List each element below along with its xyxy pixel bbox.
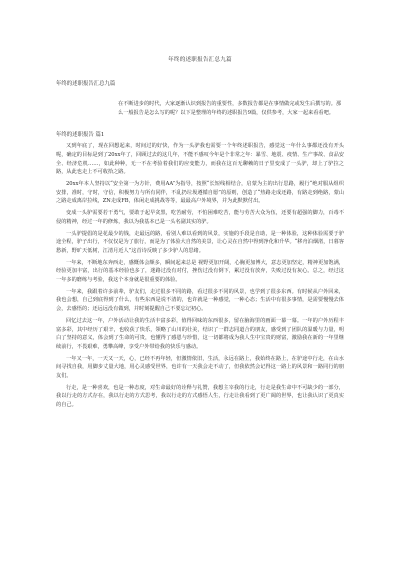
document-subtitle: 年终的述职报告汇总九篇: [56, 81, 116, 87]
body-paragraph: 变成一头驴需要若干勇气，要敢于起早贪黑，吃苦耐劳，不怕困难吃苦，能与劳苦大众为伍，还要有超强的脚力，百毒不侵的精神，经过一年的修炼，我以为我基本已是一头名副其实的驴。: [56, 210, 344, 225]
section-heading: 年终的述职报告 篇1: [56, 132, 105, 139]
body-paragraph: 一头驴提倡的是花最少的钱，走最远的路，看别人难以看到的风景，实施的手段是自助，是一种体验，这种体验需要于驴途全程，驴子出行，不仅仅是为了旅行，而是为了体验大自然的美景，让心灵在自然中得到净化和升华。“移舟泊烟渚，日暮客愁新，野旷天低树，江清月近人”这首诗反映了多少驴人的思绪。: [56, 230, 344, 254]
body-paragraph: 又到年底了，现在回想起来，时间过的好快，作为一头驴我也需要一个年终述职报告，感觉这一年什么事都还没有开头呢，确定的目标是到了20xx年了，回顾过去的这几年，不能不感叹今年是个非常之年：暴雪、地震、疫情、生产事故、食品安全、经济危机……，如此种种，无一不在考验着我们的应变能力，而我在这百无聊赖的日子里变成了一头驴，却上了驴拉之路，从此也走上不可收拾之路。: [56, 143, 344, 176]
body-paragraph: 20xx年本人坚持以“安全第一为方针，费用AA”为指导，按照“长短线相结合，启蒙为主的出行思路，履行“绝对服从组织安排，准时，守时，守信，积极努力与所有同伴，不乱扔垃圾遵循自愿”的原则，创造了“热路走成还路，有路走到绝路，蒙山之路走成离岸拉线，ZN走成FB，体闲走成挑战等等，最最高户外境界，并为此默默付出。: [56, 181, 344, 205]
document-title: 年终的述职报告汇总九篇: [168, 57, 232, 63]
body-paragraph: 一年来，我跟着许多前辈，驴友们，走过很多不同的路，看过很多不同的风景，也学到了很多东西。有时候从户外回来，我也会想，自己到底得到了什么，有些东西是说不清的，也许就是一种感觉，一种心态；生活中有很多事情，是需要慢慢去体会，去感悟的；还远远没有做到，并时刻提醒自己不要忘记初心。: [56, 288, 344, 313]
body-paragraph: 一年来，不断地东奔西走，感慨体会颇多，瞬间起来总是 视野更加开阔，心胸更加博大，意志更加坚定，精神更加饱满，经验更加丰富，出行的基本经验也多了，迷路过没有对付，挫伤过没有倒下，累过没有放弃，失败过没有灰心。总之，经过这一年多的磨练与考验，我这个本身就是很重要的体验。: [56, 259, 344, 284]
body-paragraph: 回忆过去这一年，户外活动让我的生活丰富多彩，值得回味的东西很多，留在脑海里的画面一幕一幕。一年的户外历程丰富多彩，其中经历了艰辛，也收获了快乐，领略了山川的壮美，结识了一群志同道合的朋友，感受到了团队的温暖与力量，明白了坚持的意义，体会到了生命的可贵，也懂得了感恩与珍惜，这一切都将成为我人生中宝贵的财富，激励我在新的一年里继续前行，不畏艰难，勇攀高峰，享受户外带给我的快乐与感动。: [56, 317, 344, 350]
body-paragraph: 一年又一年，一天又一天，心，已经不再年轻，但激情依旧，生活，永远在路上，我始终在路上，在驴途中行走，在山水间寻找自我，用脚步丈量大地，用心灵感受世界，也许有一天我会走不动了，但我依然会记得这一路上的风景和一路同行的朋友们。: [56, 355, 344, 380]
body-paragraph: 行走，是一种喜欢，也是一种态度，对生命最好的诠释与礼赞，我想主宰我的行走，行走是我生命中不可缺少的一部分，我以行走的方式存在，我以行走的方式思考，我以行走的方式感悟人生，行走让我看到了更广阔的世界，也让我认识了更真实的自己。: [56, 384, 344, 409]
intro-paragraph: 在不断进步的时代，大家逐渐认识到报告的重要性，多数报告都是在事情做完或发生后撰写的。那么一般报告是怎么写的呢？以下是整理的年终的述职报告9篇，仅供参考，大家一起来看看吧。: [118, 101, 342, 116]
